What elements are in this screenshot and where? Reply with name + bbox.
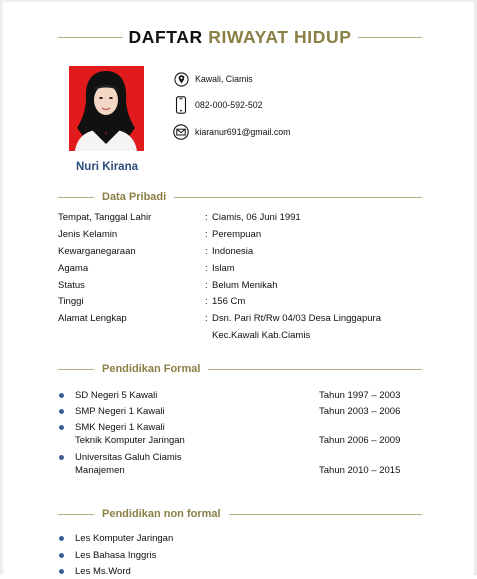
section-header-personal xyxy=(58,190,422,204)
education-school: Universitas Galuh Ciamis xyxy=(75,452,182,463)
info-colon: : xyxy=(205,212,208,223)
list-bullet xyxy=(59,409,64,414)
info-colon: : xyxy=(205,229,208,240)
title-rule-right xyxy=(358,37,423,38)
info-value: 156 Cm xyxy=(212,296,246,307)
info-label: Tempat, Tanggal Lahir xyxy=(58,212,152,223)
list-bullet xyxy=(59,393,64,398)
location-pin-icon xyxy=(173,71,189,87)
contact-location xyxy=(173,71,253,87)
education-school: SMK Negeri 1 Kawali xyxy=(75,422,165,433)
page-title-part2: RIWAYAT HIDUP xyxy=(208,26,352,47)
nonformal-item: Les Komputer Jaringan xyxy=(75,533,174,544)
info-value: Dsn. Pari Rt/Rw 04/03 Desa Linggapura xyxy=(212,313,381,324)
list-bullet xyxy=(59,553,64,558)
contact-email xyxy=(173,124,290,140)
info-colon: : xyxy=(205,280,208,291)
section-rule-right xyxy=(229,514,422,515)
info-label: Tinggi xyxy=(58,296,84,307)
section-rule-left xyxy=(58,514,94,515)
info-label: Agama xyxy=(58,263,89,274)
info-value: Belum Menikah xyxy=(212,280,278,291)
page-title xyxy=(129,27,352,48)
section-title-personal: Data Pribadi xyxy=(102,191,167,203)
section-header-formal xyxy=(58,362,422,376)
education-year: Tahun 2003 – 2006 xyxy=(319,406,401,417)
email-icon xyxy=(173,124,189,140)
info-colon: : xyxy=(205,313,208,324)
list-bullet xyxy=(59,425,64,430)
profile-photo xyxy=(69,66,144,151)
info-label: Alamat Lengkap xyxy=(58,313,127,324)
page-top-edge xyxy=(0,0,477,2)
info-value: Ciamis, 06 Juni 1991 xyxy=(212,212,301,223)
info-label: Status xyxy=(58,280,85,291)
education-year: Tahun 2006 – 2009 xyxy=(319,435,401,446)
info-value: Indonesia xyxy=(212,246,254,257)
education-school: SD Negeri 5 Kawali xyxy=(75,390,158,401)
info-label: Kewarganegaraan xyxy=(58,246,136,257)
profile-name: Nuri Kirana xyxy=(76,161,138,173)
info-value: Perempuan xyxy=(212,229,262,240)
nonformal-item: Les Ms.Word xyxy=(75,566,131,577)
contact-phone-text: 082-000-592-502 xyxy=(195,100,263,110)
section-title-nonformal: Pendidikan non formal xyxy=(102,508,221,520)
education-school: SMP Negeri 1 Kawali xyxy=(75,406,165,417)
list-bullet xyxy=(59,536,64,541)
list-bullet xyxy=(59,455,64,460)
list-bullet xyxy=(59,569,64,574)
info-label: Jenis Kelamin xyxy=(58,229,118,240)
page-left-edge xyxy=(0,0,4,575)
education-year: Tahun 2010 – 2015 xyxy=(319,465,401,476)
info-value: Islam xyxy=(212,263,235,274)
education-major: Teknik Komputer Jaringan xyxy=(75,435,185,446)
info-colon: : xyxy=(205,296,208,307)
title-rule-left xyxy=(58,37,123,38)
title-row xyxy=(58,25,422,49)
contact-phone xyxy=(173,97,263,113)
education-year: Tahun 1997 – 2003 xyxy=(319,390,401,401)
section-rule-left xyxy=(58,197,94,198)
section-header-nonformal xyxy=(58,507,422,521)
info-value-line2: Kec.Kawali Kab.Ciamis xyxy=(212,330,311,341)
portrait-illustration xyxy=(69,66,144,151)
page-title-part1: DAFTAR xyxy=(128,26,203,47)
info-colon: : xyxy=(205,246,208,257)
contact-email-text: kiaranur691@gmail.com xyxy=(195,127,291,137)
nonformal-item: Les Bahasa Inggris xyxy=(75,550,157,561)
section-title-formal: Pendidikan Formal xyxy=(102,363,201,375)
education-major: Manajemen xyxy=(75,465,125,476)
section-rule-left xyxy=(58,369,94,370)
section-rule-right xyxy=(174,197,422,198)
info-colon: : xyxy=(205,263,208,274)
contact-location-text: Kawali, Ciamis xyxy=(195,74,253,84)
phone-icon xyxy=(173,97,189,113)
section-rule-right xyxy=(208,369,422,370)
